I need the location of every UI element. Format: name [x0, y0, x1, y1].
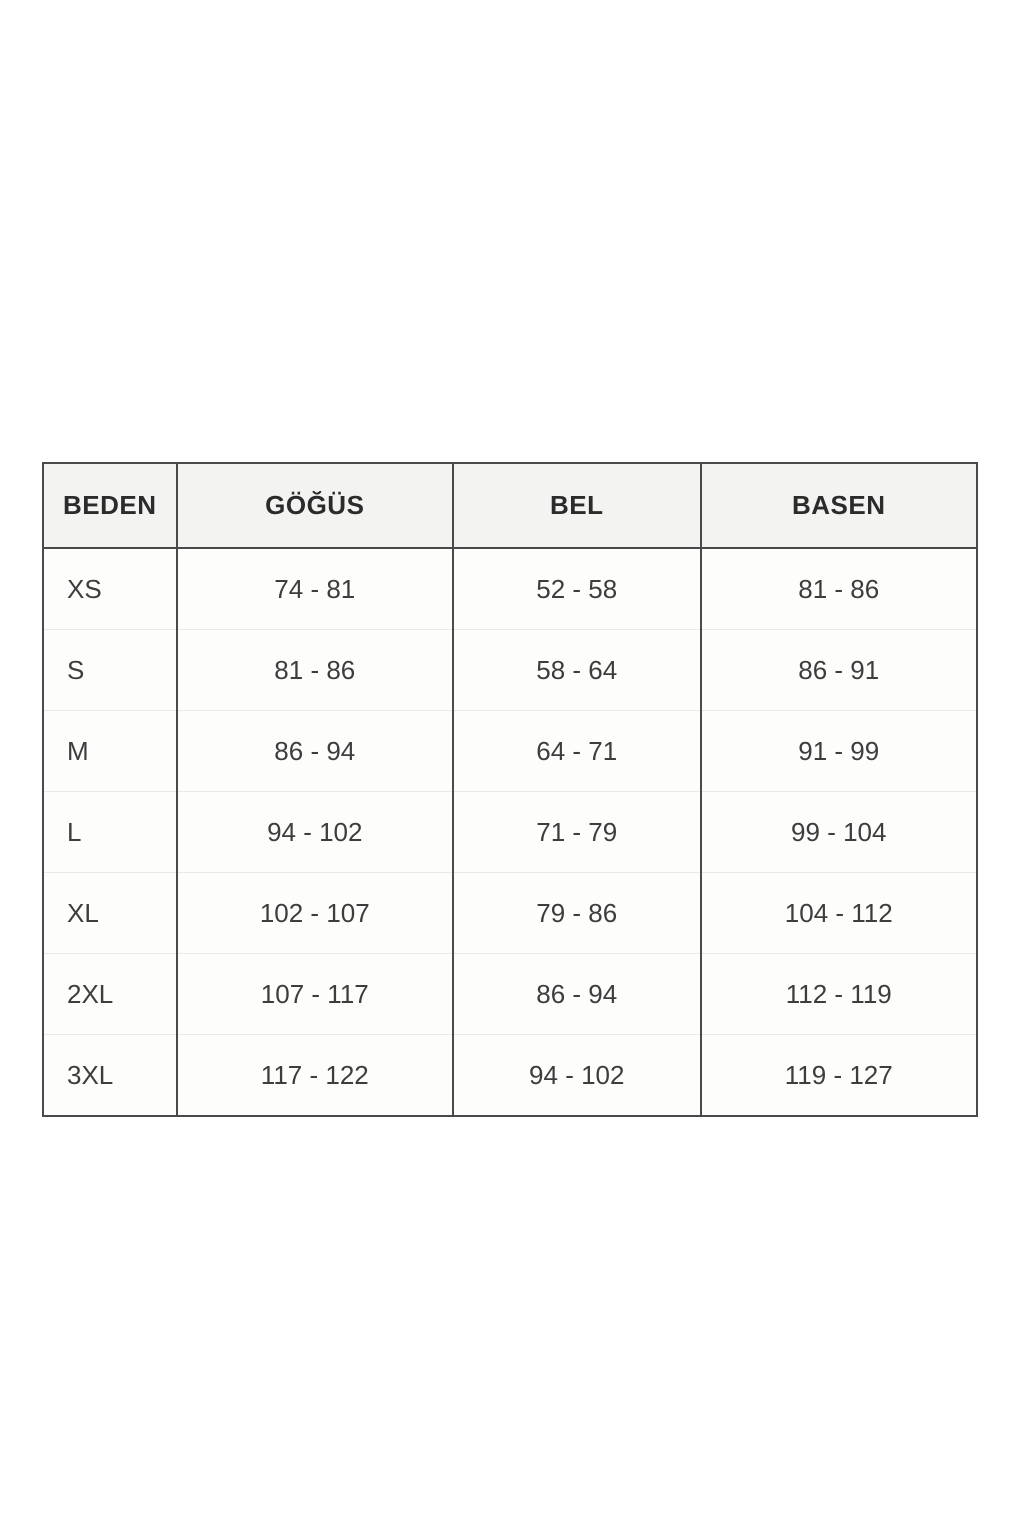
hip-range: 104 - 112: [701, 873, 978, 954]
table-row: [43, 792, 977, 873]
size-label: 2XL: [43, 954, 177, 1035]
col-header-hips: BASEN: [701, 463, 978, 548]
waist-range: 79 - 86: [453, 873, 701, 954]
waist-range: 86 - 94: [453, 954, 701, 1035]
table-row: [43, 711, 977, 792]
chest-range: 74 - 81: [177, 548, 453, 630]
hip-range: 81 - 86: [701, 548, 978, 630]
waist-range: 94 - 102: [453, 1035, 701, 1117]
col-header-size: BEDEN: [43, 463, 177, 548]
size-chart-table: [42, 462, 978, 1117]
hip-range: 86 - 91: [701, 630, 978, 711]
waist-range: 64 - 71: [453, 711, 701, 792]
col-header-chest: GÖĞÜS: [177, 463, 453, 548]
chest-range: 86 - 94: [177, 711, 453, 792]
waist-range: 71 - 79: [453, 792, 701, 873]
hip-range: 112 - 119: [701, 954, 978, 1035]
size-label: XS: [43, 548, 177, 630]
chest-range: 102 - 107: [177, 873, 453, 954]
col-header-waist: BEL: [453, 463, 701, 548]
table-row: [43, 548, 977, 630]
table-row: [43, 954, 977, 1035]
size-label: XL: [43, 873, 177, 954]
size-label: 3XL: [43, 1035, 177, 1117]
size-label: M: [43, 711, 177, 792]
table-row: [43, 873, 977, 954]
table-row: [43, 630, 977, 711]
chest-range: 94 - 102: [177, 792, 453, 873]
size-label: S: [43, 630, 177, 711]
chest-range: 107 - 117: [177, 954, 453, 1035]
table-row: [43, 1035, 977, 1117]
chest-range: 117 - 122: [177, 1035, 453, 1117]
waist-range: 58 - 64: [453, 630, 701, 711]
size-label: L: [43, 792, 177, 873]
hip-range: 99 - 104: [701, 792, 978, 873]
hip-range: 119 - 127: [701, 1035, 978, 1117]
waist-range: 52 - 58: [453, 548, 701, 630]
hip-range: 91 - 99: [701, 711, 978, 792]
header-row: [43, 463, 977, 548]
chest-range: 81 - 86: [177, 630, 453, 711]
